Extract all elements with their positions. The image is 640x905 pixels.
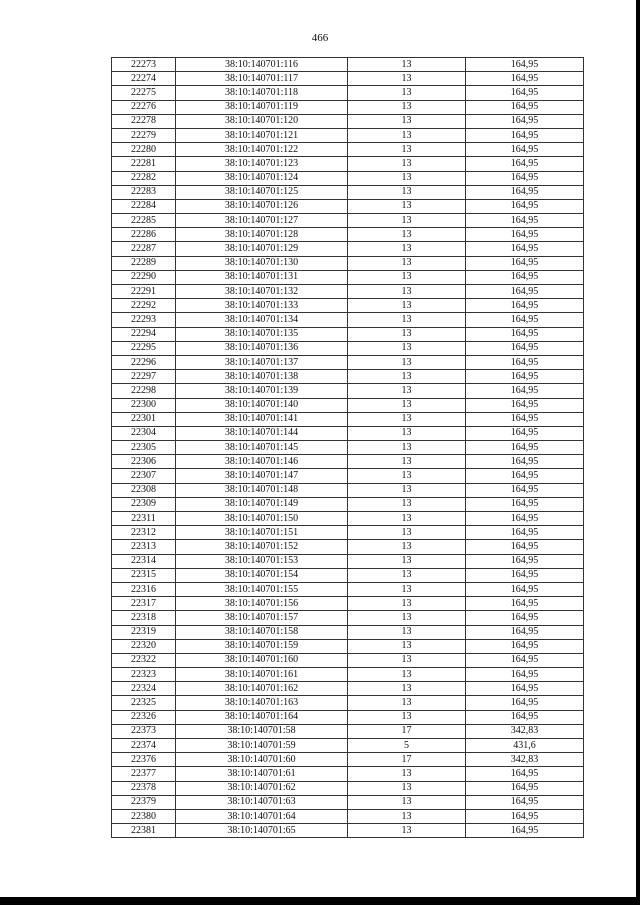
quantity-cell: 17 xyxy=(348,753,466,767)
cadastral-number-cell: 38:10:140701:129 xyxy=(176,242,348,256)
quantity-cell: 13 xyxy=(348,795,466,809)
cadastral-number-cell: 38:10:140701:118 xyxy=(176,86,348,100)
row-number-cell: 22298 xyxy=(112,384,176,398)
amount-cell: 164,95 xyxy=(466,469,584,483)
quantity-cell: 13 xyxy=(348,313,466,327)
table-row xyxy=(112,171,584,185)
table-row xyxy=(112,682,584,696)
amount-cell: 164,95 xyxy=(466,86,584,100)
row-number-cell: 22325 xyxy=(112,696,176,710)
table-row xyxy=(112,426,584,440)
amount-cell: 164,95 xyxy=(466,171,584,185)
quantity-cell: 17 xyxy=(348,724,466,738)
row-number-cell: 22278 xyxy=(112,114,176,128)
quantity-cell: 13 xyxy=(348,469,466,483)
cadastral-number-cell: 38:10:140701:147 xyxy=(176,469,348,483)
amount-cell: 164,95 xyxy=(466,143,584,157)
cadastral-number-cell: 38:10:140701:152 xyxy=(176,540,348,554)
quantity-cell: 13 xyxy=(348,497,466,511)
quantity-cell: 13 xyxy=(348,582,466,596)
quantity-cell: 13 xyxy=(348,682,466,696)
row-number-cell: 22311 xyxy=(112,512,176,526)
amount-cell: 164,95 xyxy=(466,554,584,568)
quantity-cell: 13 xyxy=(348,143,466,157)
row-number-cell: 22315 xyxy=(112,568,176,582)
table-row xyxy=(112,710,584,724)
cadastral-number-cell: 38:10:140701:138 xyxy=(176,370,348,384)
table-row xyxy=(112,739,584,753)
cadastral-number-cell: 38:10:140701:146 xyxy=(176,455,348,469)
quantity-cell: 13 xyxy=(348,327,466,341)
cadastral-number-cell: 38:10:140701:116 xyxy=(176,58,348,72)
cadastral-number-cell: 38:10:140701:158 xyxy=(176,625,348,639)
quantity-cell: 13 xyxy=(348,639,466,653)
amount-cell: 164,95 xyxy=(466,299,584,313)
quantity-cell: 13 xyxy=(348,625,466,639)
table-row xyxy=(112,767,584,781)
table-row xyxy=(112,114,584,128)
cadastral-number-cell: 38:10:140701:59 xyxy=(176,739,348,753)
amount-cell: 164,95 xyxy=(466,199,584,213)
amount-cell: 164,95 xyxy=(466,270,584,284)
table-row xyxy=(112,781,584,795)
cadastral-number-cell: 38:10:140701:65 xyxy=(176,824,348,838)
row-number-cell: 22291 xyxy=(112,285,176,299)
table-row xyxy=(112,724,584,738)
cadastral-number-cell: 38:10:140701:119 xyxy=(176,100,348,114)
quantity-cell: 13 xyxy=(348,653,466,667)
amount-cell: 164,95 xyxy=(466,341,584,355)
row-number-cell: 22279 xyxy=(112,128,176,142)
row-number-cell: 22319 xyxy=(112,625,176,639)
amount-cell: 164,95 xyxy=(466,72,584,86)
table-row xyxy=(112,143,584,157)
amount-cell: 342,83 xyxy=(466,753,584,767)
row-number-cell: 22376 xyxy=(112,753,176,767)
amount-cell: 164,95 xyxy=(466,526,584,540)
table-row xyxy=(112,370,584,384)
cadastral-number-cell: 38:10:140701:126 xyxy=(176,199,348,213)
table-row xyxy=(112,285,584,299)
amount-cell: 164,95 xyxy=(466,426,584,440)
quantity-cell: 13 xyxy=(348,412,466,426)
cadastral-number-cell: 38:10:140701:127 xyxy=(176,214,348,228)
amount-cell: 342,83 xyxy=(466,724,584,738)
cadastral-number-cell: 38:10:140701:141 xyxy=(176,412,348,426)
table-row xyxy=(112,795,584,809)
amount-cell: 164,95 xyxy=(466,540,584,554)
quantity-cell: 13 xyxy=(348,441,466,455)
amount-cell: 164,95 xyxy=(466,327,584,341)
amount-cell: 164,95 xyxy=(466,441,584,455)
table-row xyxy=(112,696,584,710)
amount-cell: 431,6 xyxy=(466,739,584,753)
quantity-cell: 13 xyxy=(348,597,466,611)
table-row xyxy=(112,72,584,86)
amount-cell: 164,95 xyxy=(466,653,584,667)
row-number-cell: 22320 xyxy=(112,639,176,653)
table-row xyxy=(112,256,584,270)
table-row xyxy=(112,299,584,313)
cadastral-number-cell: 38:10:140701:120 xyxy=(176,114,348,128)
row-number-cell: 22290 xyxy=(112,270,176,284)
amount-cell: 164,95 xyxy=(466,696,584,710)
page-number: 466 xyxy=(311,32,329,44)
amount-cell: 164,95 xyxy=(466,398,584,412)
table-row xyxy=(112,128,584,142)
registry-table-body xyxy=(112,58,584,838)
row-number-cell: 22276 xyxy=(112,100,176,114)
amount-cell: 164,95 xyxy=(466,242,584,256)
table-row xyxy=(112,355,584,369)
table-row xyxy=(112,327,584,341)
cadastral-number-cell: 38:10:140701:139 xyxy=(176,384,348,398)
cadastral-number-cell: 38:10:140701:156 xyxy=(176,597,348,611)
amount-cell: 164,95 xyxy=(466,58,584,72)
cadastral-number-cell: 38:10:140701:153 xyxy=(176,554,348,568)
cadastral-number-cell: 38:10:140701:160 xyxy=(176,653,348,667)
quantity-cell: 13 xyxy=(348,370,466,384)
amount-cell: 164,95 xyxy=(466,582,584,596)
quantity-cell: 13 xyxy=(348,270,466,284)
table-row xyxy=(112,611,584,625)
cadastral-number-cell: 38:10:140701:159 xyxy=(176,639,348,653)
table-row xyxy=(112,582,584,596)
table-row xyxy=(112,526,584,540)
amount-cell: 164,95 xyxy=(466,710,584,724)
table-row xyxy=(112,398,584,412)
cadastral-number-cell: 38:10:140701:60 xyxy=(176,753,348,767)
row-number-cell: 22292 xyxy=(112,299,176,313)
cadastral-number-cell: 38:10:140701:63 xyxy=(176,795,348,809)
row-number-cell: 22284 xyxy=(112,199,176,213)
cadastral-number-cell: 38:10:140701:151 xyxy=(176,526,348,540)
quantity-cell: 13 xyxy=(348,455,466,469)
table-row xyxy=(112,270,584,284)
cadastral-number-cell: 38:10:140701:136 xyxy=(176,341,348,355)
cadastral-number-cell: 38:10:140701:144 xyxy=(176,426,348,440)
amount-cell: 164,95 xyxy=(466,313,584,327)
row-number-cell: 22289 xyxy=(112,256,176,270)
row-number-cell: 22312 xyxy=(112,526,176,540)
cadastral-number-cell: 38:10:140701:131 xyxy=(176,270,348,284)
row-number-cell: 22377 xyxy=(112,767,176,781)
amount-cell: 164,95 xyxy=(466,824,584,838)
quantity-cell: 13 xyxy=(348,185,466,199)
quantity-cell: 13 xyxy=(348,100,466,114)
cadastral-number-cell: 38:10:140701:162 xyxy=(176,682,348,696)
quantity-cell: 13 xyxy=(348,128,466,142)
quantity-cell: 13 xyxy=(348,568,466,582)
quantity-cell: 13 xyxy=(348,285,466,299)
cadastral-number-cell: 38:10:140701:137 xyxy=(176,355,348,369)
table-row xyxy=(112,469,584,483)
table-row xyxy=(112,639,584,653)
row-number-cell: 22373 xyxy=(112,724,176,738)
amount-cell: 164,95 xyxy=(466,611,584,625)
table-row xyxy=(112,100,584,114)
cadastral-number-cell: 38:10:140701:122 xyxy=(176,143,348,157)
table-row xyxy=(112,214,584,228)
quantity-cell: 13 xyxy=(348,554,466,568)
amount-cell: 164,95 xyxy=(466,128,584,142)
row-number-cell: 22285 xyxy=(112,214,176,228)
row-number-cell: 22378 xyxy=(112,781,176,795)
row-number-cell: 22313 xyxy=(112,540,176,554)
amount-cell: 164,95 xyxy=(466,157,584,171)
table-row xyxy=(112,441,584,455)
row-number-cell: 22380 xyxy=(112,809,176,823)
quantity-cell: 13 xyxy=(348,228,466,242)
row-number-cell: 22317 xyxy=(112,597,176,611)
row-number-cell: 22305 xyxy=(112,441,176,455)
quantity-cell: 13 xyxy=(348,398,466,412)
quantity-cell: 13 xyxy=(348,214,466,228)
amount-cell: 164,95 xyxy=(466,483,584,497)
row-number-cell: 22287 xyxy=(112,242,176,256)
registry-table xyxy=(111,57,584,838)
table-row xyxy=(112,185,584,199)
cadastral-number-cell: 38:10:140701:157 xyxy=(176,611,348,625)
cadastral-number-cell: 38:10:140701:135 xyxy=(176,327,348,341)
quantity-cell: 13 xyxy=(348,781,466,795)
cadastral-number-cell: 38:10:140701:58 xyxy=(176,724,348,738)
row-number-cell: 22283 xyxy=(112,185,176,199)
amount-cell: 164,95 xyxy=(466,256,584,270)
quantity-cell: 13 xyxy=(348,526,466,540)
quantity-cell: 13 xyxy=(348,72,466,86)
cadastral-number-cell: 38:10:140701:150 xyxy=(176,512,348,526)
quantity-cell: 13 xyxy=(348,355,466,369)
scan-edge-bottom xyxy=(0,897,640,905)
row-number-cell: 22381 xyxy=(112,824,176,838)
amount-cell: 164,95 xyxy=(466,355,584,369)
table-row xyxy=(112,512,584,526)
table-row xyxy=(112,199,584,213)
cadastral-number-cell: 38:10:140701:121 xyxy=(176,128,348,142)
row-number-cell: 22282 xyxy=(112,171,176,185)
cadastral-number-cell: 38:10:140701:128 xyxy=(176,228,348,242)
amount-cell: 164,95 xyxy=(466,412,584,426)
table-row xyxy=(112,341,584,355)
amount-cell: 164,95 xyxy=(466,512,584,526)
quantity-cell: 13 xyxy=(348,114,466,128)
quantity-cell: 13 xyxy=(348,86,466,100)
row-number-cell: 22379 xyxy=(112,795,176,809)
table-row xyxy=(112,483,584,497)
cadastral-number-cell: 38:10:140701:154 xyxy=(176,568,348,582)
quantity-cell: 13 xyxy=(348,256,466,270)
row-number-cell: 22296 xyxy=(112,355,176,369)
cadastral-number-cell: 38:10:140701:123 xyxy=(176,157,348,171)
quantity-cell: 13 xyxy=(348,242,466,256)
row-number-cell: 22306 xyxy=(112,455,176,469)
amount-cell: 164,95 xyxy=(466,114,584,128)
table-row xyxy=(112,157,584,171)
table-row xyxy=(112,568,584,582)
table-row xyxy=(112,455,584,469)
row-number-cell: 22273 xyxy=(112,58,176,72)
table-row xyxy=(112,384,584,398)
cadastral-number-cell: 38:10:140701:134 xyxy=(176,313,348,327)
cadastral-number-cell: 38:10:140701:61 xyxy=(176,767,348,781)
table-row xyxy=(112,228,584,242)
row-number-cell: 22314 xyxy=(112,554,176,568)
row-number-cell: 22309 xyxy=(112,497,176,511)
amount-cell: 164,95 xyxy=(466,639,584,653)
amount-cell: 164,95 xyxy=(466,682,584,696)
quantity-cell: 13 xyxy=(348,611,466,625)
quantity-cell: 13 xyxy=(348,384,466,398)
row-number-cell: 22374 xyxy=(112,739,176,753)
table-row xyxy=(112,58,584,72)
cadastral-number-cell: 38:10:140701:124 xyxy=(176,171,348,185)
amount-cell: 164,95 xyxy=(466,597,584,611)
row-number-cell: 22281 xyxy=(112,157,176,171)
row-number-cell: 22300 xyxy=(112,398,176,412)
quantity-cell: 13 xyxy=(348,710,466,724)
table-row xyxy=(112,668,584,682)
cadastral-number-cell: 38:10:140701:62 xyxy=(176,781,348,795)
cadastral-number-cell: 38:10:140701:161 xyxy=(176,668,348,682)
amount-cell: 164,95 xyxy=(466,795,584,809)
row-number-cell: 22293 xyxy=(112,313,176,327)
amount-cell: 164,95 xyxy=(466,285,584,299)
amount-cell: 164,95 xyxy=(466,228,584,242)
amount-cell: 164,95 xyxy=(466,185,584,199)
amount-cell: 164,95 xyxy=(466,809,584,823)
cadastral-number-cell: 38:10:140701:164 xyxy=(176,710,348,724)
table-row xyxy=(112,86,584,100)
row-number-cell: 22323 xyxy=(112,668,176,682)
cadastral-number-cell: 38:10:140701:149 xyxy=(176,497,348,511)
quantity-cell: 13 xyxy=(348,299,466,313)
row-number-cell: 22275 xyxy=(112,86,176,100)
cadastral-number-cell: 38:10:140701:132 xyxy=(176,285,348,299)
quantity-cell: 13 xyxy=(348,696,466,710)
quantity-cell: 13 xyxy=(348,767,466,781)
quantity-cell: 5 xyxy=(348,739,466,753)
row-number-cell: 22316 xyxy=(112,582,176,596)
row-number-cell: 22274 xyxy=(112,72,176,86)
amount-cell: 164,95 xyxy=(466,568,584,582)
amount-cell: 164,95 xyxy=(466,455,584,469)
scan-edge-right xyxy=(636,0,640,905)
quantity-cell: 13 xyxy=(348,341,466,355)
amount-cell: 164,95 xyxy=(466,767,584,781)
table-row xyxy=(112,313,584,327)
row-number-cell: 22308 xyxy=(112,483,176,497)
cadastral-number-cell: 38:10:140701:140 xyxy=(176,398,348,412)
cadastral-number-cell: 38:10:140701:148 xyxy=(176,483,348,497)
table-row xyxy=(112,809,584,823)
cadastral-number-cell: 38:10:140701:163 xyxy=(176,696,348,710)
quantity-cell: 13 xyxy=(348,824,466,838)
quantity-cell: 13 xyxy=(348,199,466,213)
cadastral-number-cell: 38:10:140701:125 xyxy=(176,185,348,199)
row-number-cell: 22286 xyxy=(112,228,176,242)
quantity-cell: 13 xyxy=(348,809,466,823)
cadastral-number-cell: 38:10:140701:64 xyxy=(176,809,348,823)
row-number-cell: 22324 xyxy=(112,682,176,696)
row-number-cell: 22326 xyxy=(112,710,176,724)
amount-cell: 164,95 xyxy=(466,370,584,384)
row-number-cell: 22304 xyxy=(112,426,176,440)
row-number-cell: 22307 xyxy=(112,469,176,483)
table-row xyxy=(112,242,584,256)
quantity-cell: 13 xyxy=(348,483,466,497)
amount-cell: 164,95 xyxy=(466,214,584,228)
table-row xyxy=(112,653,584,667)
row-number-cell: 22295 xyxy=(112,341,176,355)
table-row xyxy=(112,625,584,639)
row-number-cell: 22322 xyxy=(112,653,176,667)
cadastral-number-cell: 38:10:140701:145 xyxy=(176,441,348,455)
quantity-cell: 13 xyxy=(348,668,466,682)
cadastral-number-cell: 38:10:140701:117 xyxy=(176,72,348,86)
amount-cell: 164,95 xyxy=(466,497,584,511)
row-number-cell: 22280 xyxy=(112,143,176,157)
row-number-cell: 22318 xyxy=(112,611,176,625)
amount-cell: 164,95 xyxy=(466,384,584,398)
row-number-cell: 22294 xyxy=(112,327,176,341)
table-row xyxy=(112,540,584,554)
amount-cell: 164,95 xyxy=(466,781,584,795)
table-row xyxy=(112,753,584,767)
quantity-cell: 13 xyxy=(348,171,466,185)
cadastral-number-cell: 38:10:140701:130 xyxy=(176,256,348,270)
table-row xyxy=(112,497,584,511)
quantity-cell: 13 xyxy=(348,512,466,526)
table-row xyxy=(112,824,584,838)
amount-cell: 164,95 xyxy=(466,100,584,114)
row-number-cell: 22297 xyxy=(112,370,176,384)
table-row xyxy=(112,597,584,611)
quantity-cell: 13 xyxy=(348,426,466,440)
quantity-cell: 13 xyxy=(348,540,466,554)
amount-cell: 164,95 xyxy=(466,668,584,682)
cadastral-number-cell: 38:10:140701:133 xyxy=(176,299,348,313)
quantity-cell: 13 xyxy=(348,58,466,72)
row-number-cell: 22301 xyxy=(112,412,176,426)
amount-cell: 164,95 xyxy=(466,625,584,639)
table-row xyxy=(112,412,584,426)
cadastral-number-cell: 38:10:140701:155 xyxy=(176,582,348,596)
table-row xyxy=(112,554,584,568)
quantity-cell: 13 xyxy=(348,157,466,171)
